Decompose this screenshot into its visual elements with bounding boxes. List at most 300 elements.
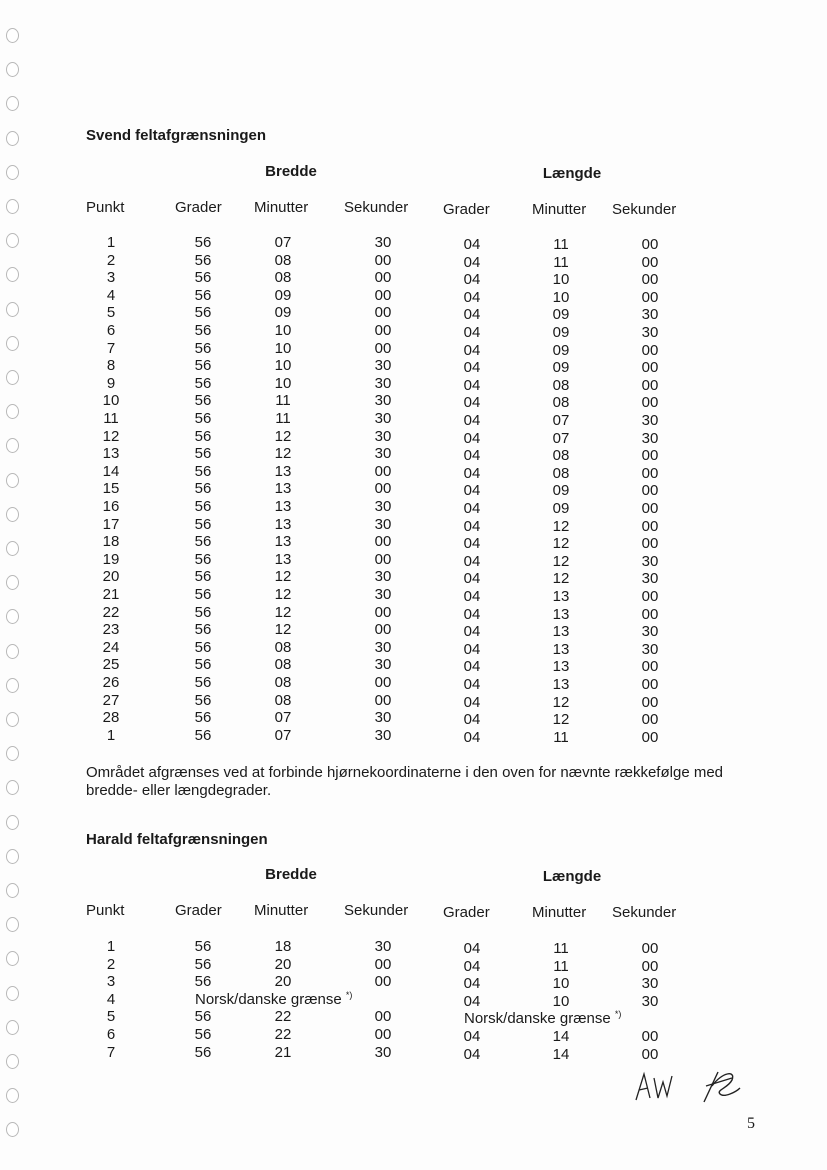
column-header: Minutter xyxy=(254,199,309,216)
column-header: Punkt xyxy=(86,199,125,216)
table-cell: 56 xyxy=(194,498,212,515)
column-header: Grader xyxy=(175,199,222,216)
table-cell: 04 xyxy=(463,570,481,588)
table-cell: 04 xyxy=(463,464,481,482)
table-cell: 9 xyxy=(106,374,116,392)
table-cell: 00 xyxy=(641,1045,659,1063)
table-cell: 56 xyxy=(194,1043,212,1061)
table-cell: 07 xyxy=(274,709,292,727)
binder-hole xyxy=(6,1122,19,1137)
table-cell: 14 xyxy=(102,462,120,480)
table-cell: 24 xyxy=(102,638,120,656)
table-cell: 00 xyxy=(374,603,392,621)
table-cell: 08 xyxy=(274,674,292,691)
table-cell: 00 xyxy=(374,674,392,691)
table-cell: 00 xyxy=(641,341,659,359)
svend-bredde-heading: Bredde xyxy=(265,163,317,180)
table-cell: 56 xyxy=(194,462,212,480)
table-cell: 10 xyxy=(274,339,292,357)
table-cell: 12 xyxy=(552,552,570,570)
table-cell: 7 xyxy=(106,339,116,357)
table-cell: 13 xyxy=(274,550,292,568)
table-cell: 04 xyxy=(463,271,481,289)
table-cell: 16 xyxy=(102,498,120,515)
table-cell: 04 xyxy=(463,975,481,993)
table-cell: 04 xyxy=(463,552,481,570)
table-cell: 19 xyxy=(102,550,120,568)
table-cell: 11 xyxy=(103,410,119,427)
table-cell: 11 xyxy=(553,236,569,253)
table-cell: 25 xyxy=(102,656,120,674)
table-cell: 09 xyxy=(552,306,570,324)
table-cell: 56 xyxy=(194,621,212,639)
table-cell: 07 xyxy=(552,429,570,447)
harald-laengde-heading: Længde xyxy=(542,868,602,885)
table-cell: 10 xyxy=(274,357,292,375)
harald-border-note-laengde: Norsk/danske grænse *) xyxy=(464,1009,622,1027)
table-cell: 56 xyxy=(194,955,212,973)
table-cell: 5 xyxy=(106,304,116,322)
table-cell: 00 xyxy=(641,464,659,482)
table-cell: 04 xyxy=(463,535,481,553)
table-cell: 00 xyxy=(641,376,659,394)
table-cell: 30 xyxy=(374,709,392,727)
table-cell: 00 xyxy=(374,462,392,480)
table-cell: 00 xyxy=(641,711,659,729)
table-cell: 22 xyxy=(274,1008,292,1026)
table-cell: 56 xyxy=(194,269,212,287)
binder-hole xyxy=(6,199,19,214)
column-header: Grader xyxy=(443,904,490,921)
table-cell: 56 xyxy=(194,726,212,744)
table-cell: 27 xyxy=(102,691,120,709)
table-cell: 30 xyxy=(641,429,659,447)
table-cell: 08 xyxy=(274,251,292,269)
table-cell: 04 xyxy=(463,588,481,605)
binder-hole xyxy=(6,507,19,522)
binder-hole xyxy=(6,1020,19,1035)
table-cell: 56 xyxy=(194,322,212,339)
column-header: Minutter xyxy=(532,201,587,218)
table-cell: 56 xyxy=(194,304,212,322)
table-cell: 00 xyxy=(641,253,659,271)
table-cell: 30 xyxy=(374,234,392,251)
binder-hole xyxy=(6,438,19,453)
table-cell: 04 xyxy=(463,992,481,1010)
table-cell: 09 xyxy=(274,286,292,304)
table-cell: 13 xyxy=(274,515,292,533)
table-cell: 08 xyxy=(552,464,570,482)
binder-hole xyxy=(6,883,19,898)
svend-laengde-heading: Længde xyxy=(542,165,602,182)
table-cell: 00 xyxy=(374,304,392,322)
table-cell: 00 xyxy=(641,1028,659,1045)
table-cell: 08 xyxy=(274,656,292,674)
table-cell: 00 xyxy=(641,288,659,306)
table-cell: 30 xyxy=(374,392,392,410)
table-cell: 56 xyxy=(194,286,212,304)
table-cell: 09 xyxy=(552,500,570,517)
table-cell: 07 xyxy=(274,234,292,251)
table-cell: 30 xyxy=(641,324,659,341)
table-cell: 00 xyxy=(641,482,659,500)
binder-hole xyxy=(6,165,19,180)
table-cell: 10 xyxy=(552,271,570,289)
table-cell: 56 xyxy=(194,1008,212,1026)
table-cell: 1 xyxy=(106,938,116,955)
table-cell: 13 xyxy=(552,588,570,605)
table-cell: 00 xyxy=(641,676,659,693)
table-cell: 7 xyxy=(106,1043,116,1061)
table-cell: 04 xyxy=(463,412,481,429)
handwritten-initials-signature xyxy=(632,1066,744,1106)
table-cell: 30 xyxy=(374,374,392,392)
table-cell: 09 xyxy=(552,482,570,500)
table-cell: 28 xyxy=(102,709,120,727)
table-cell: 30 xyxy=(374,1043,392,1061)
table-cell: 4 xyxy=(106,286,116,304)
table-cell: 30 xyxy=(374,638,392,656)
table-cell: 00 xyxy=(641,447,659,465)
table-cell: 56 xyxy=(194,410,212,427)
table-cell: 6 xyxy=(106,1026,116,1043)
table-cell: 30 xyxy=(374,410,392,427)
table-cell: 30 xyxy=(374,938,392,955)
table-cell: 21 xyxy=(274,1043,292,1061)
table-cell: 56 xyxy=(194,339,212,357)
table-cell: 00 xyxy=(374,1026,392,1043)
table-cell: 56 xyxy=(194,691,212,709)
table-cell: 56 xyxy=(194,1026,212,1043)
table-cell: 04 xyxy=(463,376,481,394)
table-cell: 00 xyxy=(374,322,392,339)
binder-hole xyxy=(6,780,19,795)
column-header: Minutter xyxy=(532,904,587,921)
table-cell: 11 xyxy=(275,392,291,410)
table-cell: 00 xyxy=(641,957,659,975)
binder-hole xyxy=(6,473,19,488)
table-cell: 08 xyxy=(552,394,570,412)
binder-hole xyxy=(6,678,19,693)
table-cell: 12 xyxy=(274,603,292,621)
table-cell: 30 xyxy=(374,427,392,445)
table-cell: 00 xyxy=(374,973,392,991)
table-cell: 30 xyxy=(374,568,392,586)
column-header: Grader xyxy=(443,201,490,218)
binder-hole xyxy=(6,1054,19,1069)
table-cell: 08 xyxy=(274,638,292,656)
table-cell: 12 xyxy=(552,535,570,553)
table-cell: 00 xyxy=(641,535,659,553)
table-cell: 30 xyxy=(641,412,659,429)
binder-hole xyxy=(6,951,19,966)
binder-hole xyxy=(6,28,19,43)
table-cell: 3 xyxy=(106,269,116,287)
binder-hole xyxy=(6,62,19,77)
binder-hole xyxy=(6,609,19,624)
table-cell: 00 xyxy=(641,517,659,535)
table-cell: 13 xyxy=(552,623,570,641)
table-cell: 08 xyxy=(552,447,570,465)
binder-hole xyxy=(6,1088,19,1103)
table-cell: 30 xyxy=(374,445,392,463)
table-cell: 04 xyxy=(463,482,481,500)
table-cell: 10 xyxy=(102,392,120,410)
harald-border-note-bredde: Norsk/danske grænse *) xyxy=(195,990,353,1008)
table-cell: 30 xyxy=(374,586,392,603)
table-cell: 09 xyxy=(274,304,292,322)
table-cell: 00 xyxy=(374,480,392,498)
table-cell: 04 xyxy=(463,940,481,957)
table-cell: 00 xyxy=(374,533,392,551)
table-cell: 30 xyxy=(641,975,659,993)
table-cell: 56 xyxy=(194,638,212,656)
table-cell: 6 xyxy=(106,322,116,339)
table-cell: 04 xyxy=(463,728,481,746)
table-cell: 00 xyxy=(641,588,659,605)
binder-hole xyxy=(6,267,19,282)
table-cell: 12 xyxy=(102,427,120,445)
table-cell: 04 xyxy=(463,394,481,412)
table-cell: 13 xyxy=(552,676,570,693)
table-cell: 56 xyxy=(194,973,212,991)
table-cell: 00 xyxy=(374,550,392,568)
binder-hole xyxy=(6,575,19,590)
table-cell: 56 xyxy=(194,674,212,691)
table-cell: 13 xyxy=(274,533,292,551)
binder-hole xyxy=(6,541,19,556)
table-cell: 30 xyxy=(641,992,659,1010)
binder-hole xyxy=(6,746,19,761)
table-cell: 04 xyxy=(463,517,481,535)
table-cell: 30 xyxy=(641,306,659,324)
table-cell: 04 xyxy=(463,1045,481,1063)
table-cell: 12 xyxy=(274,445,292,463)
table-cell: 04 xyxy=(463,640,481,658)
svend-description: Området afgrænses ved at forbinde hjørnekoordinaterne i den oven for nævnte rækkefølge med bredde- eller længdegrader. xyxy=(86,764,724,799)
table-cell: 00 xyxy=(374,621,392,639)
binder-hole xyxy=(6,370,19,385)
table-cell: 12 xyxy=(274,621,292,639)
table-cell: 08 xyxy=(274,691,292,709)
table-cell: 04 xyxy=(463,359,481,377)
table-cell: 12 xyxy=(552,693,570,711)
table-cell: 04 xyxy=(463,623,481,641)
binder-hole xyxy=(6,815,19,830)
table-cell: 00 xyxy=(374,691,392,709)
binder-hole xyxy=(6,302,19,317)
table-cell: 21 xyxy=(102,586,120,603)
table-cell: 08 xyxy=(552,376,570,394)
table-cell: 00 xyxy=(374,339,392,357)
table-cell: 00 xyxy=(641,693,659,711)
table-cell: 30 xyxy=(374,515,392,533)
table-cell: 00 xyxy=(374,269,392,287)
table-cell: 10 xyxy=(552,975,570,993)
table-cell: 11 xyxy=(553,957,569,975)
table-cell: 04 xyxy=(463,341,481,359)
table-cell: 56 xyxy=(194,234,212,251)
table-cell: 18 xyxy=(102,533,120,551)
table-cell: 04 xyxy=(463,605,481,623)
table-cell: 13 xyxy=(274,462,292,480)
table-cell: 11 xyxy=(553,253,569,271)
table-cell: 20 xyxy=(102,568,120,586)
binder-hole xyxy=(6,96,19,111)
table-cell: 56 xyxy=(194,533,212,551)
table-cell: 13 xyxy=(552,640,570,658)
table-cell: 00 xyxy=(641,728,659,746)
table-cell: 00 xyxy=(641,605,659,623)
table-cell: 09 xyxy=(552,324,570,341)
table-cell: 13 xyxy=(552,658,570,676)
binder-hole xyxy=(6,986,19,1001)
binder-hole xyxy=(6,644,19,659)
table-cell: 00 xyxy=(374,251,392,269)
table-cell: 04 xyxy=(463,1028,481,1045)
table-cell: 13 xyxy=(102,445,120,463)
table-cell: 2 xyxy=(106,955,116,973)
svend-title: Svend feltafgrænsningen xyxy=(86,127,267,144)
table-cell: 30 xyxy=(641,552,659,570)
table-cell: 00 xyxy=(641,940,659,957)
table-cell: 00 xyxy=(641,500,659,517)
table-cell: 56 xyxy=(194,709,212,727)
binder-hole xyxy=(6,849,19,864)
table-cell: 12 xyxy=(552,570,570,588)
table-cell: 56 xyxy=(194,392,212,410)
column-header: Sekunder xyxy=(344,199,409,216)
table-cell: 14 xyxy=(552,1028,570,1045)
table-cell: 20 xyxy=(274,973,292,991)
table-cell: 12 xyxy=(274,427,292,445)
table-cell: 1 xyxy=(106,234,116,251)
table-cell: 56 xyxy=(194,656,212,674)
page-number: 5 xyxy=(747,1115,755,1132)
table-cell: 56 xyxy=(194,427,212,445)
table-cell: 10 xyxy=(274,374,292,392)
table-cell: 20 xyxy=(274,955,292,973)
table-cell: 04 xyxy=(463,306,481,324)
binder-hole xyxy=(6,404,19,419)
table-cell: 56 xyxy=(194,480,212,498)
table-cell: 56 xyxy=(194,586,212,603)
table-cell: 22 xyxy=(102,603,120,621)
table-cell: 00 xyxy=(641,359,659,377)
table-cell: 10 xyxy=(552,992,570,1010)
table-cell: 00 xyxy=(374,286,392,304)
column-header: Punkt xyxy=(86,902,125,919)
harald-title: Harald feltafgrænsningen xyxy=(86,831,268,848)
column-header: Sekunder xyxy=(612,904,677,921)
table-cell: 07 xyxy=(274,726,292,744)
table-cell: 30 xyxy=(374,357,392,375)
table-cell: 56 xyxy=(194,938,212,955)
table-cell: 4 xyxy=(106,990,116,1008)
table-cell: 56 xyxy=(194,515,212,533)
table-cell: 04 xyxy=(463,288,481,306)
table-cell: 56 xyxy=(194,357,212,375)
table-cell: 04 xyxy=(463,658,481,676)
column-header: Minutter xyxy=(254,902,309,919)
table-cell: 30 xyxy=(641,570,659,588)
table-cell: 56 xyxy=(194,603,212,621)
table-cell: 5 xyxy=(106,1008,116,1026)
table-cell: 00 xyxy=(374,1008,392,1026)
binder-hole xyxy=(6,917,19,932)
column-header: Grader xyxy=(175,902,222,919)
table-cell: 15 xyxy=(102,480,120,498)
table-cell: 04 xyxy=(463,236,481,253)
table-cell: 26 xyxy=(102,674,120,691)
table-cell: 13 xyxy=(552,605,570,623)
binder-hole xyxy=(6,233,19,248)
table-cell: 09 xyxy=(552,359,570,377)
binder-hole xyxy=(6,336,19,351)
table-cell: 56 xyxy=(194,550,212,568)
table-cell: 1 xyxy=(106,726,116,744)
table-cell: 56 xyxy=(194,568,212,586)
table-cell: 12 xyxy=(552,517,570,535)
table-cell: 23 xyxy=(102,621,120,639)
table-cell: 12 xyxy=(274,586,292,603)
table-cell: 00 xyxy=(641,271,659,289)
table-cell: 04 xyxy=(463,676,481,693)
table-cell: 3 xyxy=(106,973,116,991)
table-cell: 8 xyxy=(106,357,116,375)
table-cell: 30 xyxy=(374,726,392,744)
table-cell: 04 xyxy=(463,324,481,341)
table-cell: 56 xyxy=(194,251,212,269)
table-cell: 04 xyxy=(463,957,481,975)
table-cell: 30 xyxy=(374,498,392,515)
table-cell: 04 xyxy=(463,429,481,447)
table-cell: 13 xyxy=(274,480,292,498)
table-cell: 11 xyxy=(553,940,569,957)
table-cell: 17 xyxy=(102,515,120,533)
table-cell: 00 xyxy=(641,394,659,412)
table-cell: 04 xyxy=(463,253,481,271)
table-cell: 08 xyxy=(274,269,292,287)
table-cell: 13 xyxy=(274,498,292,515)
table-cell: 09 xyxy=(552,341,570,359)
table-cell: 00 xyxy=(374,955,392,973)
table-cell: 22 xyxy=(274,1026,292,1043)
table-cell: 30 xyxy=(641,623,659,641)
table-cell: 11 xyxy=(275,410,291,427)
table-cell: 14 xyxy=(552,1045,570,1063)
table-cell: 04 xyxy=(463,693,481,711)
table-cell: 56 xyxy=(194,445,212,463)
table-cell: 12 xyxy=(552,711,570,729)
column-header: Sekunder xyxy=(344,902,409,919)
table-cell: 2 xyxy=(106,251,116,269)
table-cell: 10 xyxy=(552,288,570,306)
binder-hole xyxy=(6,712,19,727)
table-cell: 04 xyxy=(463,500,481,517)
table-cell: 10 xyxy=(274,322,292,339)
harald-bredde-heading: Bredde xyxy=(265,866,317,883)
table-cell: 30 xyxy=(641,640,659,658)
table-cell: 18 xyxy=(274,938,292,955)
table-cell: 04 xyxy=(463,447,481,465)
table-cell: 07 xyxy=(552,412,570,429)
table-cell: 30 xyxy=(374,656,392,674)
table-cell: 00 xyxy=(641,236,659,253)
table-cell: 04 xyxy=(463,711,481,729)
table-cell: 11 xyxy=(553,728,569,746)
table-cell: 56 xyxy=(194,374,212,392)
